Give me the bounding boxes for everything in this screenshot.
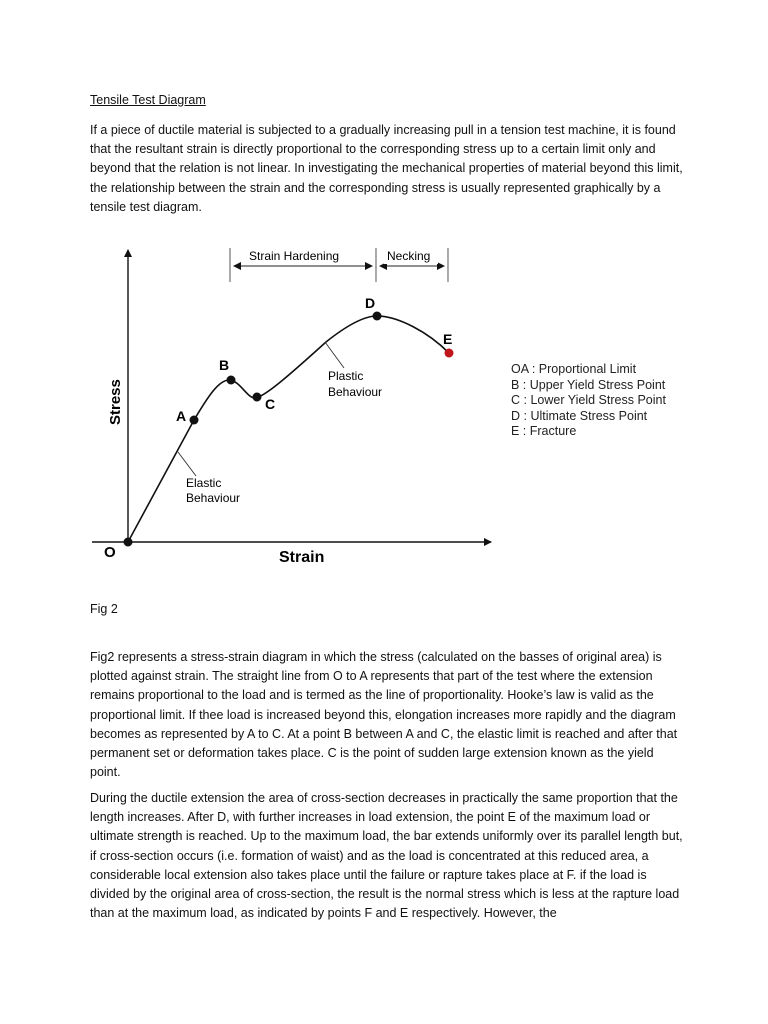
point-c-label: C xyxy=(265,396,276,412)
legend-item-ultimate-stress: D : Ultimate Stress Point xyxy=(511,408,648,423)
strain-hardening-label: Strain Hardening xyxy=(249,249,340,263)
point-a-label: A xyxy=(176,408,187,424)
elastic-annotation-line-2: Behaviour xyxy=(186,491,241,505)
ductile-extension-paragraph: During the ductile extension the area of cross-section decreases in practically the same proportion that the length increases. After D, with further increases in load extension, the point E of the maximum load or ultimate strength is reached. Up to the maximum load, the bar extends uniformly over its parallel length but, if cross-section occurs (i.e. formation of waist) and as the load is concentrated at this reduced area, a considerable local extension also takes place until the failure or rapture takes place at F. if the load is divided by the original area of cross-section, the result is the normal stress which is less at the rapture load than at the maximum load, as indicated by points F and E respectively. However, the xyxy=(90,791,683,921)
legend-item-proportional-limit: OA : Proportional Limit xyxy=(511,362,637,376)
legend-item-lower-yield: C : Lower Yield Stress Point xyxy=(511,393,666,408)
plastic-leader xyxy=(325,342,344,368)
y-axis-label: Stress xyxy=(107,379,124,425)
diagram-legend xyxy=(511,362,666,440)
intro-paragraph: If a piece of ductile material is subjected to a gradually increasing pull in a tension test machine, it is found that the resultant strain is directly proportional to the corresponding stress up to a certain limit only and beyond that the relation is not linear. In investigating the mechanical properties of material beyond this limit, the relationship between the strain and the corresponding stress is usually represented graphically by a tensile test diagram. xyxy=(90,123,683,214)
elastic-annotation-line-1: Elastic xyxy=(186,476,222,490)
section-heading: Tensile Test Diagram xyxy=(90,93,206,107)
point-c-marker xyxy=(253,393,262,402)
point-d-label: D xyxy=(365,295,376,311)
x-axis-label: Strain xyxy=(279,549,325,566)
elastic-leader xyxy=(178,452,196,476)
point-a-marker xyxy=(190,416,199,425)
plastic-annotation-line-1: Plastic xyxy=(328,369,364,383)
point-d-marker xyxy=(373,312,382,321)
point-e-label: E xyxy=(443,331,453,347)
stress-strain-curve xyxy=(128,316,449,542)
point-b-label: B xyxy=(219,357,230,373)
diagram-explanation-paragraph: Fig2 represents a stress-strain diagram in which the stress (calculated on the basses of original area) is plotted against strain. The straight line from O to A represents that part of the test where the extension remains proportional to the load and is termed as the line of proportionality. Hooke’s law is valid as the proportional limit. If thee load is increased beyond this, elongation increases more rapidly and the diagram becomes as represented by A to C. At a point B between A and C, the elastic limit is reached and after that permanent set or deformation takes place. C is the point of sudden large extension known as the yield point. xyxy=(90,650,678,780)
point-o-marker xyxy=(124,538,133,547)
stress-strain-diagram xyxy=(88,240,508,590)
legend-item-fracture: E : Fracture xyxy=(511,424,577,439)
plastic-annotation-line-2: Behaviour xyxy=(328,385,383,399)
legend-item-upper-yield: B : Upper Yield Stress Point xyxy=(511,377,666,392)
point-b-marker xyxy=(227,376,236,385)
necking-label: Necking xyxy=(387,249,431,263)
origin-label: O xyxy=(104,544,116,561)
point-e-marker xyxy=(445,349,454,358)
figure-caption: Fig 2 xyxy=(90,602,118,616)
